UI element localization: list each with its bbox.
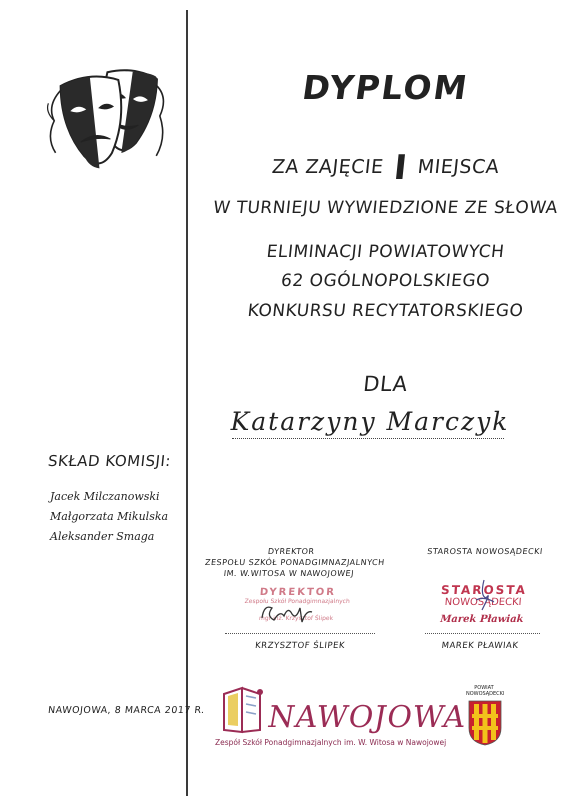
director-stamp-sub: Zespołu Szkół Ponadgimnazjalnych xyxy=(244,598,351,605)
director-role-line1: DYREKTOR xyxy=(267,547,315,556)
starost-signature xyxy=(470,576,500,616)
diploma-title: DYPLOM xyxy=(299,68,472,107)
starost-stamp-name: Marek Pławiak xyxy=(439,614,524,625)
director-role-line2: ZESPOŁU SZKÓŁ PONADGIMNAZJALNYCH xyxy=(204,558,386,567)
theater-masks-icon xyxy=(38,62,173,190)
school-logo-subtitle: Zespół Szkół Ponadgimnazjalnych im. W. Witosa w Nawojowej xyxy=(215,738,447,747)
book-icon xyxy=(220,684,270,736)
director-name: KRZYSZTOF ŚLIPEK xyxy=(254,641,346,651)
date-place: NAWOJOWA, 8 MARCA 2017 R. xyxy=(47,705,206,716)
starost-stamp-sub: NOWOSĄDECKI xyxy=(444,597,522,608)
director-stamp-name: mgr inż. Krzysztof Ślipek xyxy=(258,615,334,622)
committee-member: Małgorzata Mikulska xyxy=(50,510,169,523)
committee-member: Aleksander Smaga xyxy=(50,530,155,543)
place-line xyxy=(188,148,581,188)
school-logo-text: NAWOJOWA xyxy=(264,700,469,735)
director-role-line3: IM. W.WITOSA W NAWOJOWEJ xyxy=(223,569,355,578)
place-prefix: ZA ZAJĘCIE xyxy=(270,156,385,178)
starost-stamp-title: STAROSTA xyxy=(440,583,528,597)
recipient-name: Katarzyny Marczyk xyxy=(230,407,510,436)
competition-number-line: 62 OGÓLNOPOLSKIEGO xyxy=(279,271,492,291)
starost-name: MAREK PŁAWIAK xyxy=(441,641,519,651)
competition-name-line: KONKURSU RECYTATORSKIEGO xyxy=(246,301,525,321)
tournament-line: W TURNIEJU WYWIEDZIONE ZE SŁOWA xyxy=(212,198,559,218)
starost-role: STAROSTA NOWOSĄDECKI xyxy=(426,547,544,556)
for-label: DLA xyxy=(362,372,409,396)
place-suffix: MIEJSCA xyxy=(416,156,501,178)
vertical-divider xyxy=(186,10,188,796)
committee-heading: SKŁAD KOMISJI: xyxy=(47,452,172,470)
director-signature-line xyxy=(225,633,375,634)
place-number: I xyxy=(391,148,410,188)
county-label xyxy=(466,685,505,697)
committee-member: Jacek Milczanowski xyxy=(50,490,160,503)
director-role xyxy=(203,546,386,579)
director-signature xyxy=(258,600,318,628)
county-label-line1: POWIAT xyxy=(474,685,494,691)
eliminations-line: ELIMINACJI POWIATOWYCH xyxy=(265,242,506,262)
director-stamp-title: DYREKTOR xyxy=(259,587,337,598)
recipient-underline xyxy=(232,438,504,439)
starost-signature-line xyxy=(425,633,540,634)
county-crest-icon xyxy=(468,700,502,746)
county-label-line2: NOWOSĄDECKI xyxy=(466,691,505,697)
